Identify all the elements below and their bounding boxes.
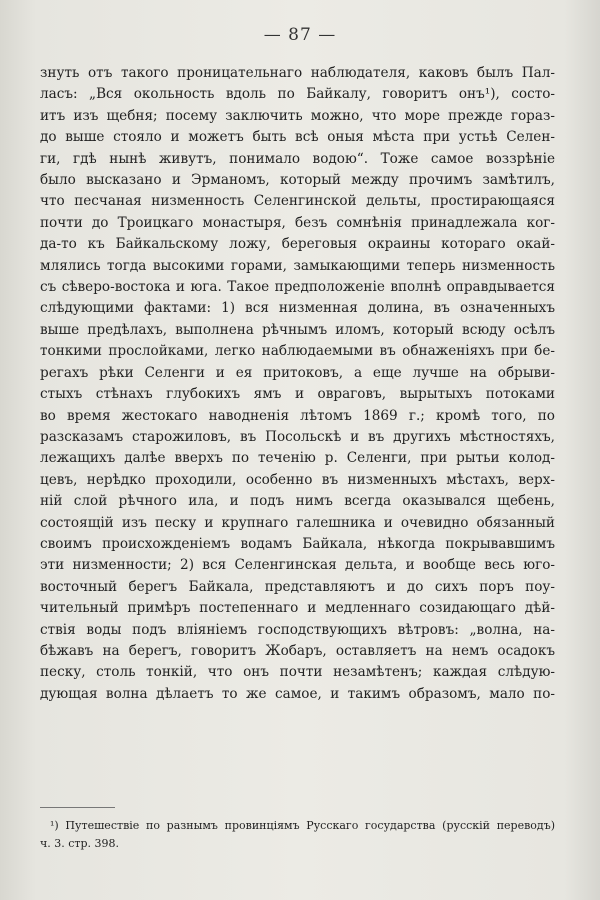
text-line: дующая волна дѣлаетъ то же самое, и такимъ образомъ, мало по- [40, 685, 555, 702]
text-line: эти низменности; 2) вся Селенгинская дельта, и вообще весь юго- [40, 557, 555, 574]
text-line: ній слой рѣчного ила, и подъ нимъ всегда оказывался щебень, [40, 493, 555, 510]
body-text [40, 63, 555, 705]
text-line: что песчаная низменность Селенгинской дельты, простирающаяся [40, 193, 555, 210]
text-line: да-то къ Байкальскому ложу, береговыя окраины котораго окай- [40, 236, 555, 253]
text-line: было высказано и Эрманомъ, который между прочимъ замѣтилъ, [40, 172, 555, 189]
text-line: состоящій изъ песку и крупнаго галешника и очевидно обязанный [40, 514, 555, 531]
text-line: лежащихъ далѣе вверхъ по теченію р. Селенги, при рытьи колод- [40, 450, 555, 467]
text-line: съ сѣверо-востока и юга. Такое предположеніе вполнѣ оправдывается [40, 279, 555, 296]
text-line: ги, гдѣ нынѣ живутъ, понимало водою“. Тоже самое воззрѣніе [40, 150, 555, 167]
text-line: почти до Троицкаго монастыря, безъ сомнѣнія принадлежала ког- [40, 214, 555, 231]
text-line: выше предѣлахъ, выполнена рѣчнымъ иломъ, который всюду осѣлъ [40, 321, 555, 338]
text-line: своимъ происхожденіемъ водамъ Байкала, нѣкогда покрывавшимъ [40, 535, 555, 552]
page-number: — 87 — [263, 25, 337, 45]
footnote-rule [40, 807, 115, 808]
text-line: тонкими прослойками, легко наблюдаемыми въ обнаженіяхъ при бе- [40, 343, 555, 360]
footnote [40, 817, 555, 853]
text-line: до выше стояло и можетъ быть всѣ оныя мѣста при устьѣ Селен- [40, 129, 555, 146]
text-line: бѣжавъ на берегъ, говоритъ Жобаръ, оставляетъ на немъ осадокъ [40, 642, 555, 659]
text-line: цевъ, нерѣдко проходили, особенно въ низменныхъ мѣстахъ, верх- [40, 471, 555, 488]
text-line: знуть отъ такого проницательнаго наблюдателя, каковъ былъ Пал- [40, 65, 555, 81]
text-line: во время жестокаго наводненія лѣтомъ 1869 г.; кромѣ того, по [40, 407, 555, 424]
text-line: итъ изъ щебня; посему заключить можно, что море прежде гораз- [40, 107, 555, 124]
text-line: ласъ: „Вся окольность вдоль по Байкалу, говоритъ онъ¹), состо- [40, 86, 555, 103]
text-line: млялись тогда высокими горами, замыкающими теперь низменность [40, 257, 555, 274]
footnote-line: ¹) Путешествіе по разнымъ провинціямъ Русскаго государства (русскій переводъ) [50, 819, 555, 832]
text-line: чительный примѣръ постепеннаго и медленнаго созидающаго дѣй- [40, 600, 555, 617]
text-line: разсказамъ старожиловъ, въ Посольскѣ и въ другихъ мѣстностяхъ, [40, 428, 555, 445]
text-line: ствія воды подъ вліяніемъ господствующихъ вѣтровъ: „волна, на- [40, 621, 555, 638]
footnote-line: ч. 3. стр. 398. [40, 837, 120, 850]
text-line: песку, столь тонкій, что онъ почти незамѣтенъ; каждая слѣдую- [40, 664, 555, 681]
text-line: регахъ рѣки Селенги и ея притоковъ, а еще лучше на обрыви- [40, 364, 555, 381]
text-line: стыхъ стѣнахъ глубокихъ ямъ и овраговъ, вырытыхъ потоками [40, 386, 555, 403]
text-line: слѣдующими фактами: 1) вся низменная долина, въ означенныхъ [40, 300, 555, 317]
text-line: восточный берегъ Байкала, представляютъ и до сихъ поръ поу- [40, 578, 555, 595]
